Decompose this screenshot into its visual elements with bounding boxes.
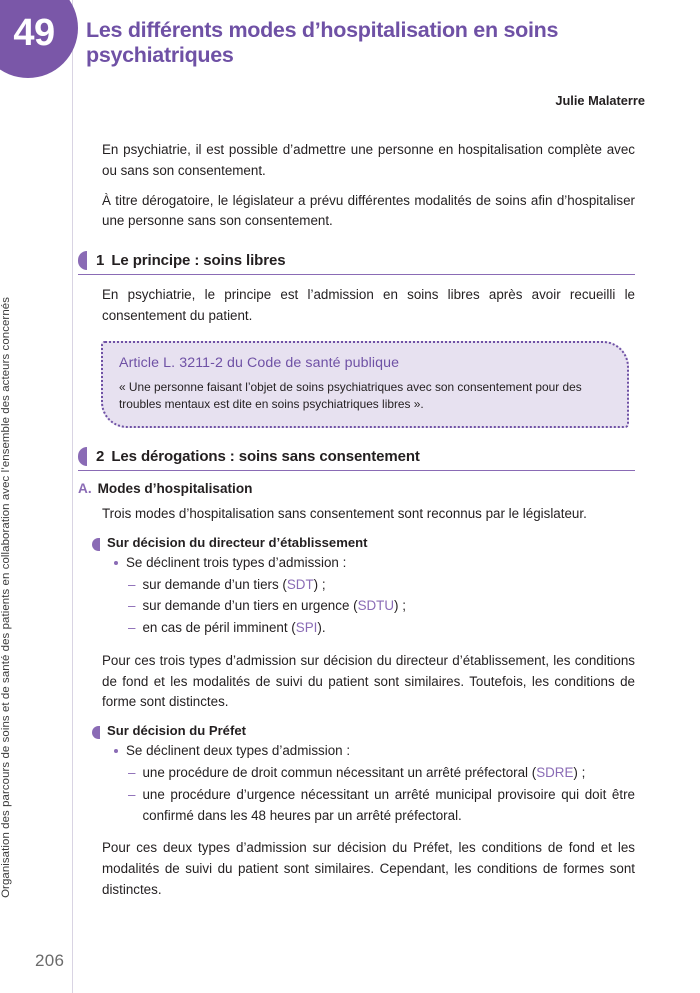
abbreviation-spi: SPI: [295, 620, 318, 636]
dash-bullet-icon: –: [128, 764, 136, 780]
section-heading-1: [78, 251, 635, 275]
dash-bullet-icon: –: [128, 598, 136, 614]
section-number-1: 1: [96, 252, 105, 270]
article-callout-text: « Une personne faisant l’objet de soins psychiatriques avec son consentement pour des troubles mentaux est dite en soins psychiatriques libres ».: [119, 379, 582, 411]
list-item-label: une procédure de droit commun nécessitant un arrêté préfectoral (SDRE) ;: [142, 764, 586, 780]
block-heading-director: [92, 535, 635, 551]
intro-paragraph-1: En psychiatrie, il est possible d’admettre une personne en hospitalisation complète avec ou sans son consentement.: [102, 142, 635, 178]
chapter-number-label: 49: [13, 11, 55, 54]
abbreviation-sdt: SDT: [286, 576, 314, 592]
content-column: [78, 140, 635, 901]
list-item: [128, 596, 635, 617]
subsection-heading-a: [78, 481, 635, 496]
subsection-letter-a: A.: [78, 481, 92, 497]
list-item-label: une procédure d’urgence nécessitant un arrêté municipal provisoire qui doit être confirmé dans les 48 heures par un arrêté préfectoral.: [142, 786, 635, 823]
section-number-2: 2: [96, 448, 105, 466]
list-item-lead-director-label: Se déclinent trois types d’admission :: [126, 554, 347, 570]
section-marker-icon: [78, 251, 87, 270]
list-item: [128, 785, 635, 827]
abbreviation-sdtu: SDTU: [357, 598, 395, 614]
section-title-2: Les dérogations : soins sans consentement: [111, 448, 420, 466]
section-title-1: Le principe : soins libres: [111, 252, 286, 270]
sidebar-running-title: [0, 88, 64, 898]
block-heading-director-label: Sur décision du directeur d’établissement: [107, 534, 368, 550]
page-title: Les différents modes d’hospitalisation en soins psychiatriques: [86, 18, 559, 67]
dash-bullet-icon: –: [128, 620, 136, 636]
flag-bullet-icon: [92, 538, 100, 551]
dash-bullet-icon: –: [128, 576, 136, 592]
author-byline: Julie Malaterre: [555, 93, 645, 108]
subsection-a-paragraph: Trois modes d’hospitalisation sans consentement sont reconnus par le législateur.: [102, 506, 587, 522]
list-item-label: sur demande d’un tiers en urgence (SDTU) ;: [142, 598, 406, 614]
sidebar-divider-rule: [72, 0, 73, 993]
block-heading-prefet-label: Sur décision du Préfet: [107, 723, 246, 739]
block-director-closing-paragraph: Pour ces trois types d’admission sur décision du directeur d’établissement, les conditions de fond et les modalités de suivi du patient sont similaires. Toutefois, les conditions de forme sont distinctes.: [102, 652, 635, 710]
sidebar-running-title-label: Organisation des parcours de soins et de santé des patients en collaboration avec l’ensemble des acteurs concernés: [0, 297, 12, 898]
article-callout-box: [101, 341, 629, 429]
list-item-lead-prefet-label: Se déclinent deux types d’admission :: [126, 743, 351, 759]
section-heading-2: [78, 447, 635, 471]
list-item-label: en cas de péril imminent (SPI).: [142, 620, 326, 636]
intro-paragraph-2: À titre dérogatoire, le législateur a prévu différentes modalités de soins afin d’hospitaliser une personne sans son consentement.: [102, 192, 635, 229]
abbreviation-sdre: SDRE: [536, 764, 574, 780]
subsection-title-a: Modes d’hospitalisation: [97, 481, 253, 497]
list-item: [128, 618, 635, 639]
article-callout-title: Article L. 3211-2 du Code de santé publique: [119, 354, 400, 371]
list-item-lead-director: [114, 553, 635, 574]
list-item-label: sur demande d’un tiers (SDT) ;: [142, 576, 326, 592]
dot-bullet-icon: [114, 749, 118, 753]
page-number: 206: [35, 951, 65, 970]
dash-bullet-icon: –: [128, 786, 136, 802]
list-item: [128, 763, 635, 784]
dot-bullet-icon: [114, 561, 118, 565]
list-item-lead-prefet: [114, 741, 635, 762]
flag-bullet-icon: [92, 726, 100, 739]
list-item: [128, 575, 635, 596]
block-heading-prefet: [92, 723, 635, 739]
chapter-number-badge: [0, 0, 78, 78]
block-prefet-closing-paragraph: Pour ces deux types d’admission sur décision du Préfet, les conditions de fond et les modalités de suivi du patient sont similaires. Cependant, les conditions de formes sont distinctes.: [102, 840, 635, 897]
section-marker-icon: [78, 447, 87, 466]
section-1-paragraph: En psychiatrie, le principe est l’admission en soins libres après avoir recueilli le consentement du patient.: [102, 287, 635, 323]
